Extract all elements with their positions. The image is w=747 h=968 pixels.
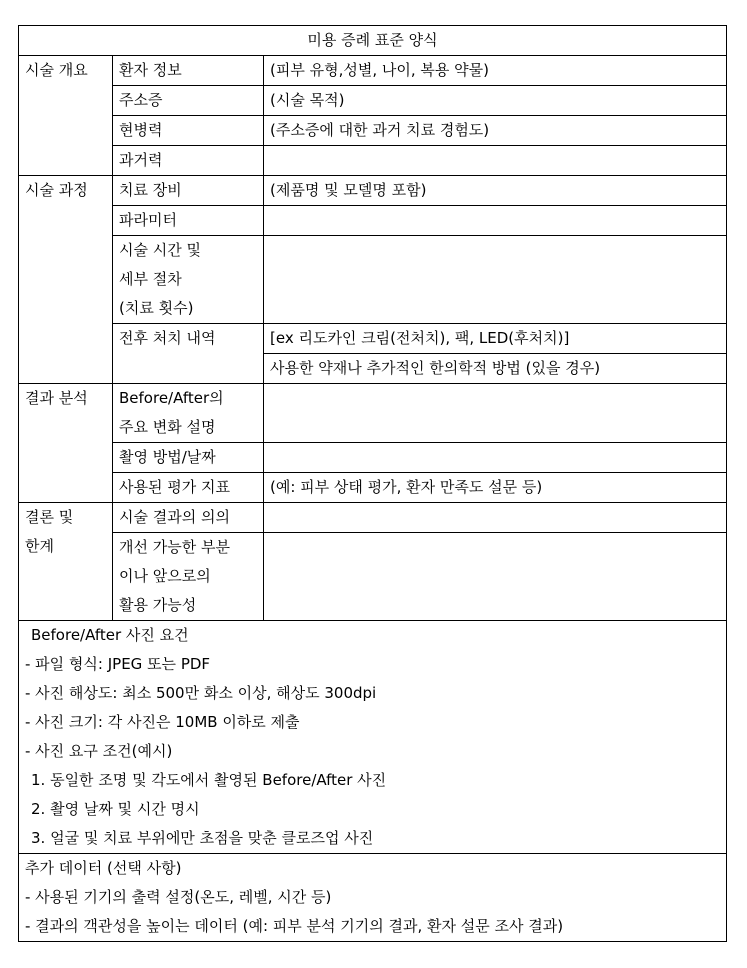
category-conclusion bbox=[19, 503, 113, 621]
value-patient-info: (피부 유형,성별, 나이, 복용 약물) bbox=[264, 56, 727, 86]
value-present-illness: (주소증에 대한 과거 치료 경험도) bbox=[264, 116, 727, 146]
photo-requirement-line: - 사진 요구 조건(예시) bbox=[25, 742, 173, 760]
label-improvements-line: 활용 가능성 bbox=[119, 596, 197, 614]
label-patient-info: 환자 정보 bbox=[113, 56, 264, 86]
value-improvements bbox=[264, 533, 727, 621]
value-past-history bbox=[264, 146, 727, 176]
label-chief-complaint: 주소증 bbox=[113, 86, 264, 116]
value-evaluation-metrics: (예: 피부 상태 평가, 환자 만족도 설문 등) bbox=[264, 473, 727, 503]
category-results: 결과 분석 bbox=[19, 384, 113, 503]
value-main-changes bbox=[264, 384, 727, 443]
form-title: 미용 증례 표준 양식 bbox=[19, 26, 727, 56]
label-evaluation-metrics: 사용된 평가 지표 bbox=[113, 473, 264, 503]
photo-requirement-line: 3. 얼굴 및 치료 부위에만 초점을 맞춘 클로즈업 사진 bbox=[31, 829, 374, 847]
category-conclusion-line: 한계 bbox=[25, 537, 54, 555]
photo-requirements-section bbox=[19, 621, 727, 854]
category-procedure: 시술 과정 bbox=[19, 176, 113, 384]
label-past-history: 과거력 bbox=[113, 146, 264, 176]
additional-data-line: - 결과의 객관성을 높이는 데이터 (예: 피부 분석 기기의 결과, 환자 설문 조사 결과) bbox=[25, 917, 564, 935]
value-equipment: (제품명 및 모델명 포함) bbox=[264, 176, 727, 206]
category-overview: 시술 개요 bbox=[19, 56, 113, 176]
value-significance bbox=[264, 503, 727, 533]
photo-requirement-line: - 사진 해상도: 최소 500만 화소 이상, 해상도 300dpi bbox=[25, 684, 377, 702]
label-main-changes-line: 주요 변화 설명 bbox=[119, 418, 216, 436]
value-photo-method bbox=[264, 443, 727, 473]
label-duration-line: 시술 시간 및 bbox=[119, 241, 201, 259]
label-equipment: 치료 장비 bbox=[113, 176, 264, 206]
photo-requirement-line: 1. 동일한 조명 및 각도에서 촬영된 Before/After 사진 bbox=[31, 771, 387, 789]
photo-requirement-line: - 사진 크기: 각 사진은 10MB 이하로 제출 bbox=[25, 713, 300, 731]
value-parameters bbox=[264, 206, 727, 236]
additional-data-section bbox=[19, 854, 727, 942]
label-parameters: 파라미터 bbox=[113, 206, 264, 236]
label-duration-line: 세부 절차 bbox=[119, 270, 182, 288]
additional-data-heading: 추가 데이터 (선택 사항) bbox=[25, 859, 182, 877]
label-pre-post-care: 전후 처치 내역 bbox=[113, 324, 264, 384]
label-main-changes bbox=[113, 384, 264, 443]
label-improvements-line: 이나 앞으로의 bbox=[119, 567, 211, 585]
photo-requirement-line: - 파일 형식: JPEG 또는 PDF bbox=[25, 655, 211, 673]
value-duration bbox=[264, 236, 727, 324]
label-improvements bbox=[113, 533, 264, 621]
label-main-changes-line: Before/After의 bbox=[119, 389, 224, 407]
label-duration bbox=[113, 236, 264, 324]
label-improvements-line: 개선 가능한 부분 bbox=[119, 538, 230, 556]
case-report-form bbox=[18, 25, 727, 942]
value-additional-methods: 사용한 약재나 추가적인 한의학적 방법 (있을 경우) bbox=[264, 354, 727, 384]
value-pre-post-care: [ex 리도카인 크림(전처치), 팩, LED(후처치)] bbox=[264, 324, 727, 354]
label-duration-line: (치료 횟수) bbox=[119, 299, 194, 317]
value-chief-complaint: (시술 목적) bbox=[264, 86, 727, 116]
additional-data-line: - 사용된 기기의 출력 설정(온도, 레벨, 시간 등) bbox=[25, 888, 332, 906]
photo-requirements-heading: Before/After 사진 요건 bbox=[31, 626, 189, 644]
label-significance: 시술 결과의 의의 bbox=[113, 503, 264, 533]
category-conclusion-line: 결론 및 bbox=[25, 508, 74, 526]
label-present-illness: 현병력 bbox=[113, 116, 264, 146]
label-photo-method: 촬영 방법/날짜 bbox=[113, 443, 264, 473]
photo-requirement-line: 2. 촬영 날짜 및 시간 명시 bbox=[31, 800, 200, 818]
